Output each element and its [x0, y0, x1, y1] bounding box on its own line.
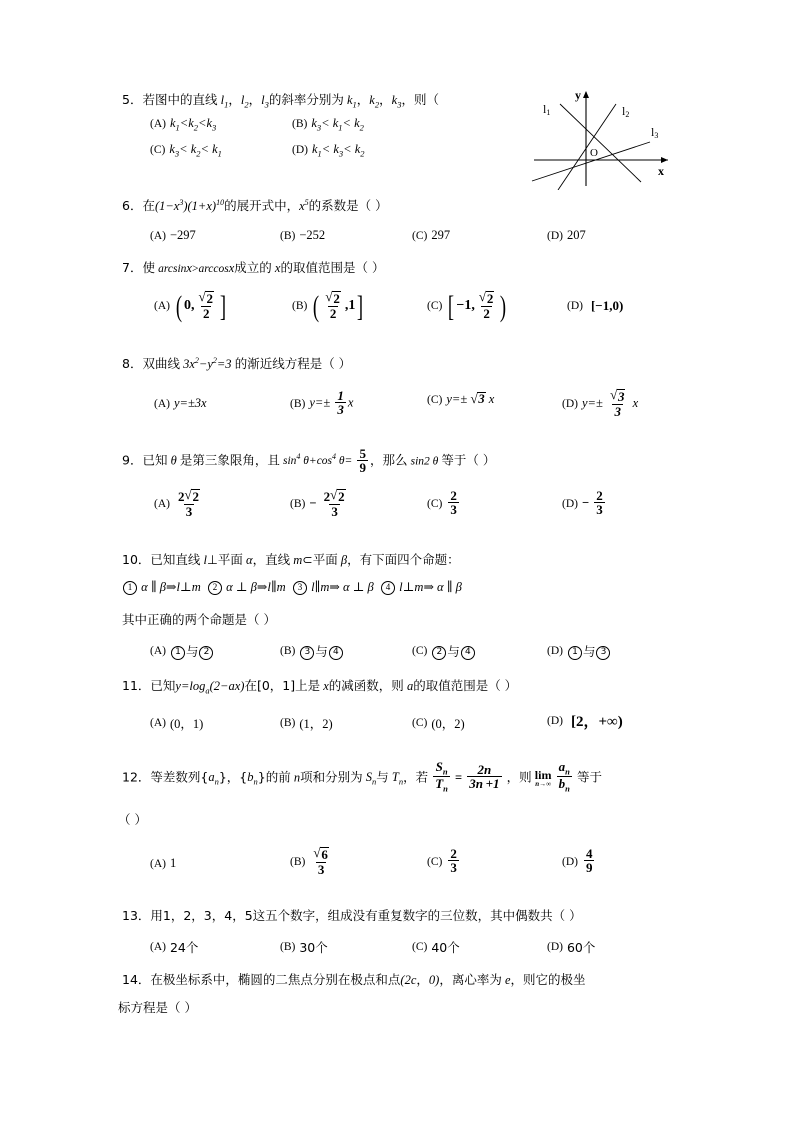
option-label: (B) [280, 229, 296, 242]
option-9-B[interactable] [290, 490, 350, 519]
option-13-D[interactable] [547, 938, 595, 956]
option-value: −252 [299, 228, 326, 242]
question-10-stem: 10．已知直线 l⊥平面 α，直线 m⊂平面 β，有下面四个命题： [122, 552, 460, 567]
option-label: (D) [292, 144, 308, 157]
option-12-A[interactable] [150, 856, 176, 871]
option-label: (A) [150, 941, 166, 953]
option-label: (C) [412, 717, 428, 729]
option-8-A[interactable] [154, 396, 207, 411]
option-value: $\frac{4}{9}$ [585, 846, 593, 875]
option-label: (D) [562, 855, 578, 868]
option-10-C[interactable] [412, 642, 476, 660]
option-label: (D) [567, 300, 583, 312]
question-9-options [122, 490, 722, 530]
option-label: (C) [427, 855, 443, 868]
option-label: (D) [562, 398, 578, 411]
option-10-D[interactable] [547, 642, 611, 660]
option-label: (C) [427, 497, 443, 510]
option-7-C[interactable] [427, 289, 508, 323]
option-value: y=± √ $\frac{3}{3}$ x [582, 390, 638, 419]
option-value: − $\frac{2 √ 2}{3}$ [309, 490, 349, 519]
option-11-B[interactable] [280, 714, 333, 732]
option-label: (B) [280, 645, 296, 657]
option-value: 207 [566, 228, 586, 242]
continuation-text: （ ） [118, 812, 147, 827]
option-7-A[interactable] [154, 289, 228, 323]
option-5-A[interactable] [150, 116, 216, 133]
option-label: (A) [154, 300, 170, 313]
option-value: 297 [431, 228, 451, 242]
option-value: (0，2) [431, 717, 465, 731]
question-14-stem: 14．在极坐标系中，椭圆的二焦点分别在极点和点(2c，0)，离心率为 e，则它的极坐 [122, 972, 586, 987]
stem-text: 13．用1，2，3，4，5这五个数字，组成没有重复数字的三位数，其中偶数共（ ） [122, 908, 582, 923]
figure-axis-label-y: y [575, 88, 581, 102]
option-label: (B) [280, 717, 296, 729]
option-5-B[interactable] [292, 116, 364, 133]
option-value: 30个 [299, 940, 328, 955]
proposition-2-marker: 2 [208, 581, 222, 595]
figure-label-l2: l2 [622, 104, 630, 119]
question-12-stem-continuation [118, 812, 147, 828]
option-value: 3 与 4 [299, 642, 344, 660]
option-value: $k_1< k_3< k_2$ [311, 142, 365, 159]
option-value: − $\frac{2}{3}$ [581, 488, 603, 517]
option-value: $\frac{2}{3}$ [450, 488, 457, 517]
question-8-stem: 8．双曲线 $3x^2-y^2=3$ 的渐近线方程是（ ） [122, 356, 352, 372]
option-8-B[interactable] [290, 390, 353, 417]
option-7-B[interactable] [292, 289, 365, 323]
option-9-C[interactable] [427, 490, 461, 517]
option-6-C[interactable] [412, 228, 450, 243]
figure-label-l3: l3 [651, 125, 659, 140]
option-label: (B) [292, 300, 308, 313]
question-12-options [122, 848, 722, 886]
option-label: (B) [280, 941, 296, 953]
option-10-A[interactable] [150, 642, 214, 660]
option-label: (B) [290, 498, 306, 511]
question-5-options-row-1 [122, 116, 722, 142]
option-value: $\frac{2 √ 2}{3}$ [174, 490, 204, 519]
option-value: $\frac{2}{3}$ [450, 846, 457, 875]
option-label: (C) [427, 393, 443, 406]
sub-stem-text: 其中正确的两个命题是（ ） [122, 612, 276, 627]
option-value: y=± $\frac{1}{3}$ x [309, 388, 354, 417]
figure-origin-label: O [590, 147, 598, 159]
option-8-D[interactable] [562, 390, 638, 419]
question-6-options [122, 228, 722, 254]
option-value: 1 与 3 [567, 642, 612, 660]
option-label: (A) [150, 118, 166, 131]
option-value: $k_3< k_1< k_2$ [311, 116, 364, 133]
option-label: (A) [154, 498, 170, 511]
option-value: $k_1<k_2<k_3$ [169, 116, 217, 133]
question-11-options [122, 710, 722, 744]
question-8-options [122, 390, 722, 426]
question-9-stem: 9．已知 θ 是第三象限角，且 $\sin^4 \theta+\cos^4$ θ= $\frac{5}{9}$ ，那么 sin2 θ 等于（ ） [122, 446, 496, 475]
option-label: (B) [292, 118, 308, 131]
option-6-A[interactable] [150, 228, 196, 243]
option-label: (A) [150, 717, 166, 729]
question-12-stem: 12．等差数列$\{a_n\}$，$\{b_n\}$的前 n项和分别为 $S_n$与 $T_n$，若 $\frac{S_n}{T_n}$ = $\frac{2n}{3n +1}$ ，则 lim n→∞ $\frac{a_n}{b_n}$ 等于 [122, 759, 602, 794]
option-11-A[interactable] [150, 714, 203, 732]
question-10-propositions: 1 α ∥ β⇒l⊥m 2 α ⊥ β⇒l∥m 3 l∥m⇒ α ⊥ β 4 l⊥m⇒ α ∥ β [122, 580, 462, 595]
option-label: (C) [412, 229, 428, 242]
option-label: (D) [547, 714, 563, 727]
option-6-D[interactable] [547, 228, 586, 243]
option-label: (D) [547, 645, 563, 657]
question-7-options [122, 290, 722, 330]
option-value: 40个 [431, 940, 460, 955]
option-9-D[interactable] [562, 490, 607, 517]
option-value: (0，1) [169, 717, 204, 731]
option-7-D[interactable] [567, 298, 623, 314]
question-13-options [122, 938, 722, 964]
option-value: −297 [169, 228, 196, 242]
figure-label-l1: l1 [543, 102, 551, 117]
option-10-B[interactable] [280, 642, 344, 660]
option-11-D[interactable] [547, 710, 623, 731]
option-label: (C) [412, 645, 428, 657]
question-5-options-row-2 [122, 142, 722, 168]
option-value: ( 0, √ $\frac{2}{2}$ ] [174, 292, 228, 321]
question-6-stem: 6．在$(1-x^3)(1+x)^{10}$的展开式中，$x^5$的系数是（ ） [122, 198, 388, 214]
option-label: (C) [427, 300, 443, 313]
option-13-A[interactable] [150, 938, 198, 956]
question-14-stem-continuation [118, 1000, 197, 1016]
option-value: y=± √ 3 x [446, 392, 494, 407]
option-12-C[interactable] [427, 848, 461, 875]
question-10-options [122, 642, 722, 668]
option-value: (1，2) [299, 717, 333, 731]
option-label: (A) [150, 645, 166, 657]
option-label: (C) [150, 144, 166, 157]
option-label: (D) [562, 497, 578, 510]
option-value: 1 与 2 [170, 642, 215, 660]
option-value: 24个 [169, 940, 199, 955]
option-label: (D) [547, 941, 563, 953]
option-value: 1 [169, 856, 177, 870]
option-5-D[interactable] [292, 142, 365, 159]
option-label: (B) [290, 397, 306, 410]
option-value: [ −1, √ $\frac{2}{2}$ ) [446, 292, 508, 321]
option-value: $k_3< k_2< k_1$ [169, 142, 222, 159]
option-label: (A) [154, 397, 170, 410]
option-11-C[interactable] [412, 714, 465, 732]
option-13-C[interactable] [412, 938, 460, 956]
option-13-B[interactable] [280, 938, 328, 956]
option-label: (A) [150, 229, 166, 242]
proposition-3-marker: 3 [293, 581, 307, 595]
option-value: [−1,0) [590, 298, 624, 313]
option-value: [2，+∞) [570, 714, 623, 730]
option-12-B[interactable] [290, 848, 333, 877]
question-10-sub-stem [122, 612, 276, 628]
figure-axis-label-x: x [658, 164, 664, 178]
option-9-A[interactable] [154, 490, 204, 519]
option-label: (B) [290, 856, 306, 869]
option-value: √ $\frac{6}{3}$ [309, 848, 333, 877]
question-5-stem: 5．若图中的直线 $l_1$，$l_2$，$l_3$的斜率分别为 $k_1$，$k_2$，$k_3$，则（ [122, 92, 439, 110]
option-12-D[interactable] [562, 848, 596, 875]
proposition-1-marker: 1 [123, 581, 137, 595]
option-value: 2 与 4 [431, 642, 476, 660]
question-7-stem: 7．使 arcsinx>arccosx成立的 x的取值范围是（ ） [122, 260, 385, 275]
option-value: ( √ $\frac{2}{2}$ ,1 ] [311, 292, 365, 321]
question-11-stem: 11．已知$y=\log_a(2-ax)$在[0，1]上是 x的减函数，则 a的取值范围是（ ） [122, 678, 518, 696]
question-13-stem [122, 908, 582, 924]
proposition-4-marker: 4 [381, 581, 395, 595]
option-6-B[interactable] [280, 228, 325, 243]
option-label: (A) [150, 857, 166, 870]
option-value: 60个 [566, 940, 596, 955]
option-5-C[interactable] [150, 142, 222, 159]
option-label: (C) [412, 941, 428, 953]
option-label: (D) [547, 229, 563, 242]
option-8-C[interactable] [427, 392, 494, 407]
continuation-text: 标方程是（ ） [118, 1000, 197, 1015]
option-value: y=±3x [173, 396, 207, 410]
